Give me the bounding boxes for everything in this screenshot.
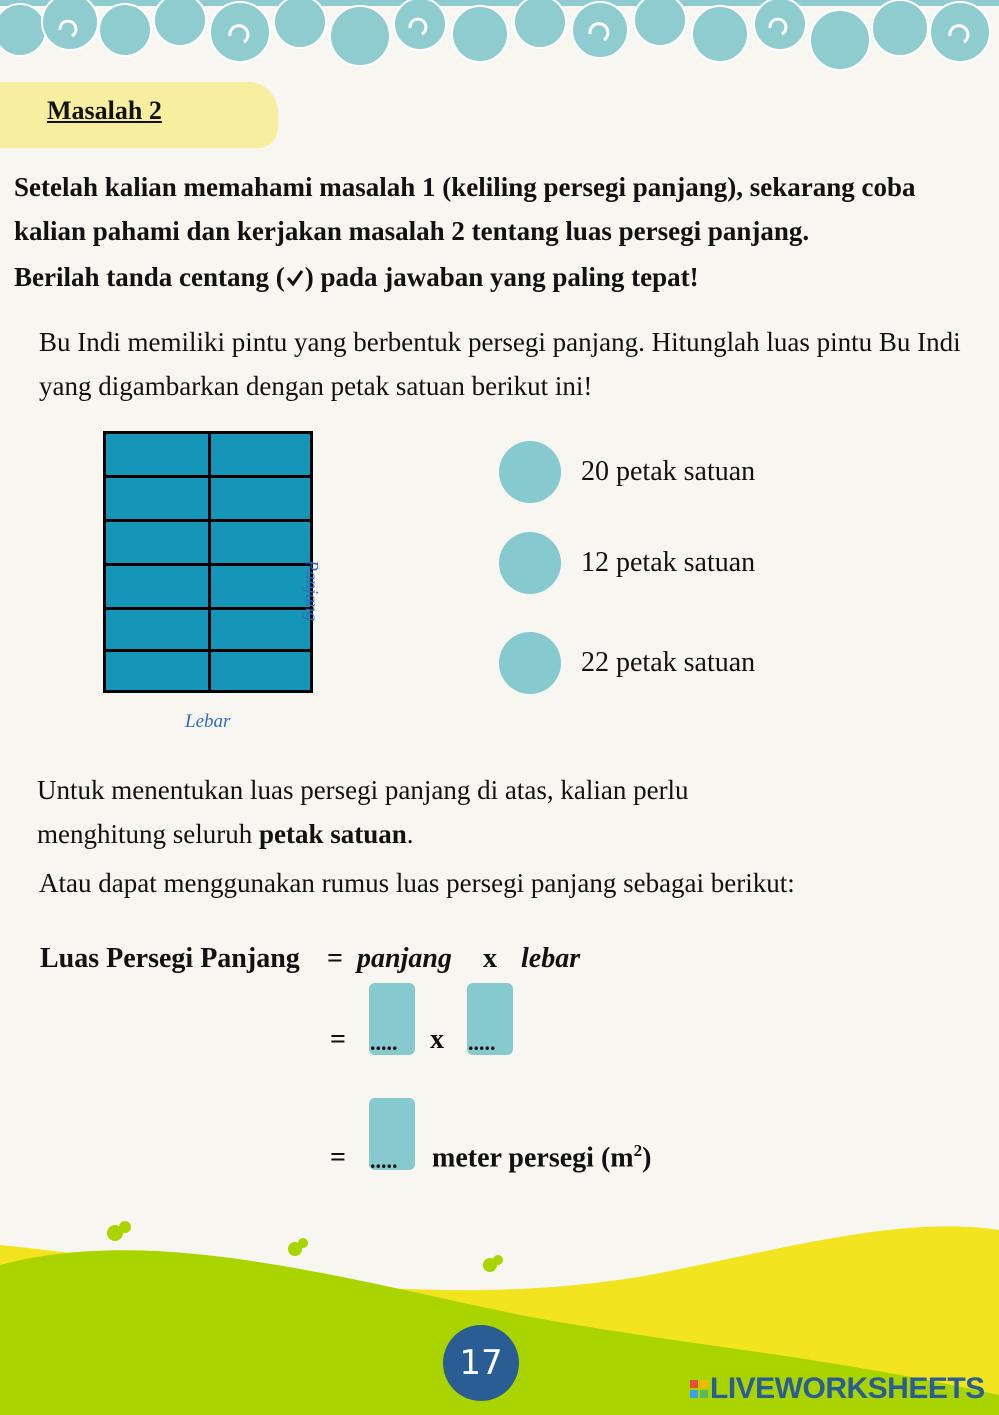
- brand-name: LIVEWORKSHEETS: [710, 1372, 985, 1405]
- answer-checkbox[interactable]: [499, 532, 561, 594]
- panjang-label: Panjang: [302, 560, 322, 621]
- answer-option-2[interactable]: [499, 531, 755, 595]
- blank-dots: .....: [468, 1030, 496, 1055]
- formula-times-2: x: [430, 1024, 444, 1055]
- explanation-line-1: Untuk menentukan luas persegi panjang di atas, kalian perlu: [37, 775, 689, 805]
- grid-row-divider: [106, 607, 310, 610]
- question-text: Bu Indi memiliki pintu yang berbentuk persegi panjang. Hitunglah luas pintu Bu Indi yang digambarkan dengan petak satuan berikut ini!: [39, 327, 961, 401]
- blank-dots: .....: [370, 1030, 398, 1055]
- explanation-line-2-start: menghitung seluruh: [37, 819, 259, 849]
- explanation-text: [37, 768, 957, 856]
- unit-grid-figure: [103, 431, 313, 693]
- answer-option-label: 12 petak satuan: [581, 547, 756, 578]
- instruction-after: ) pada jawaban yang paling tepat!: [304, 262, 699, 292]
- checkmark-icon: [285, 268, 305, 288]
- blank-dots: .....: [370, 1148, 398, 1173]
- formula-var-panjang: panjang: [357, 943, 452, 974]
- formula-equals-3: =: [330, 1142, 346, 1173]
- answer-option-label: 22 petak satuan: [581, 647, 756, 678]
- liveworksheets-logo: [690, 1372, 985, 1406]
- unit-label: [432, 1141, 651, 1174]
- answer-checkbox[interactable]: [499, 632, 561, 694]
- page-number-badge: 17: [443, 1325, 519, 1401]
- unit-text: meter persegi (m: [432, 1142, 634, 1174]
- grid-row-divider: [106, 563, 310, 566]
- formula-label: Luas Persegi Panjang: [40, 943, 300, 974]
- cloud-border-decoration: [0, 0, 999, 80]
- grid-row-divider: [106, 519, 310, 522]
- formula-intro-text: Atau dapat menggunakan rumus luas persegi panjang sebagai berikut:: [39, 868, 795, 898]
- explanation-line-2-end: .: [406, 819, 414, 849]
- formula-equals: =: [327, 943, 343, 974]
- page-title: Masalah 2: [47, 96, 162, 125]
- explanation-line-2: [37, 812, 957, 856]
- answer-option-label: 20 petak satuan: [581, 456, 756, 487]
- answer-option-3[interactable]: [499, 631, 755, 695]
- formula-times: x: [483, 943, 497, 974]
- answer-option-1[interactable]: [499, 440, 755, 504]
- explanation-emphasis: petak satuan: [258, 819, 407, 849]
- lebar-label: Lebar: [185, 711, 231, 732]
- answer-checkbox[interactable]: [499, 441, 561, 503]
- intro-text: Setelah kalian memahami masalah 1 (keliling persegi panjang), sekarang coba kalian pahami dan kerjakan masalah 2 tentang luas persegi panjang.: [14, 172, 916, 246]
- formula-var-lebar: lebar: [521, 943, 581, 974]
- instruction-text: [14, 262, 699, 293]
- grid-row-divider: [106, 649, 310, 652]
- formula-equals-2: =: [330, 1024, 346, 1055]
- logo-icon: [690, 1380, 708, 1398]
- unit-superscript: 2: [633, 1141, 643, 1160]
- grid-row-divider: [106, 475, 310, 478]
- instruction-before: Berilah tanda centang (: [14, 262, 285, 292]
- unit-close: ): [642, 1142, 652, 1174]
